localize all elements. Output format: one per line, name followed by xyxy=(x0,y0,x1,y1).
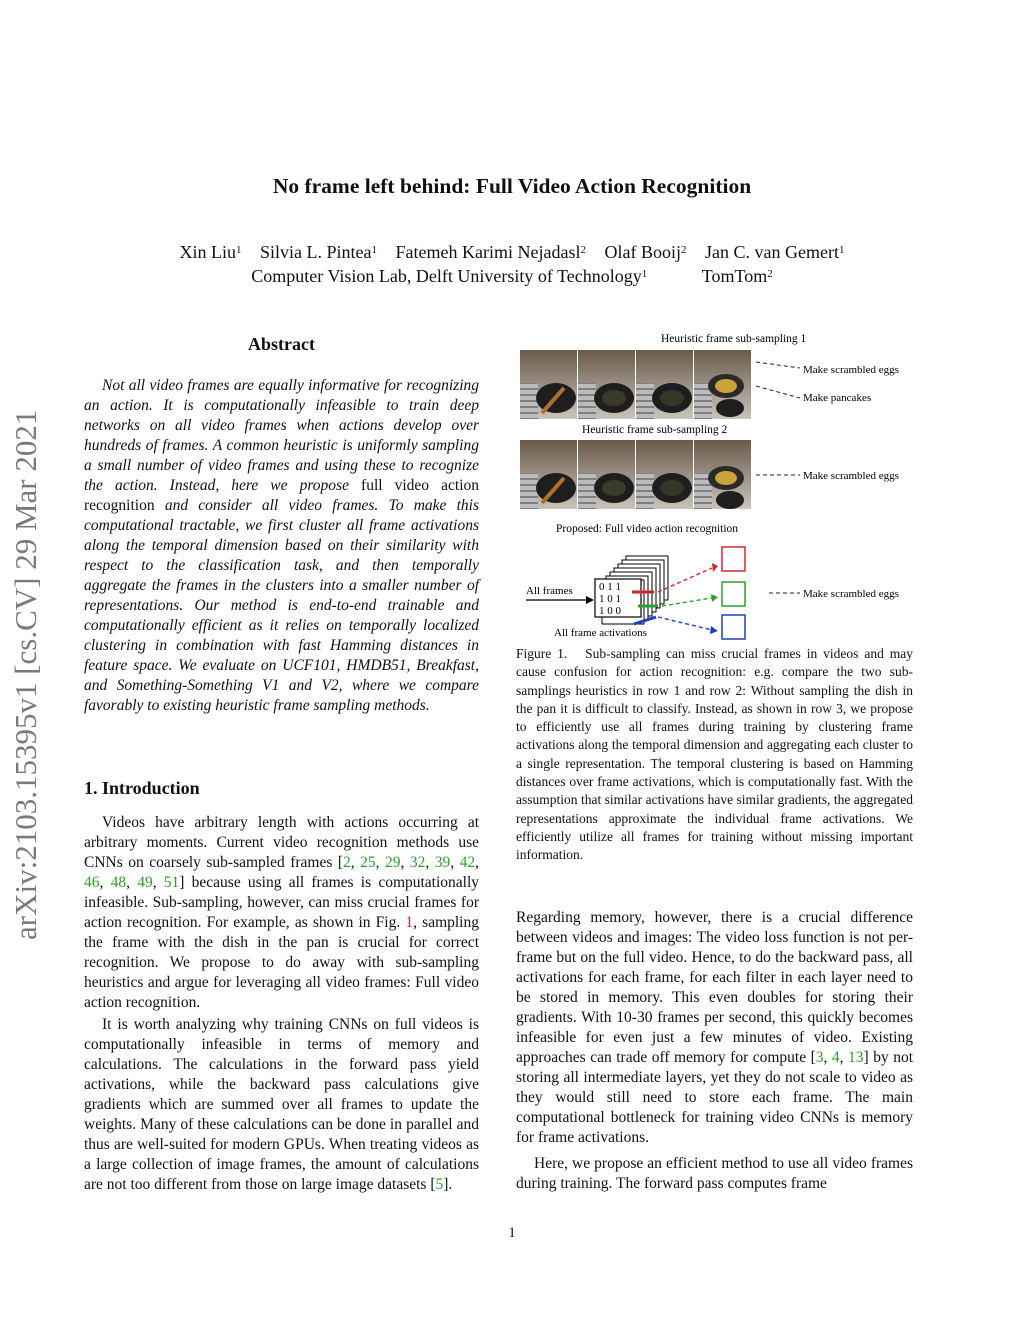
affiliation: Computer Vision Lab, Delft University of Technology$^1$ xyxy=(251,266,648,286)
citation-link[interactable]: 49 xyxy=(137,874,153,891)
citation-link[interactable]: 13 xyxy=(848,1049,864,1066)
cluster-box-red xyxy=(722,547,745,571)
video-frame xyxy=(636,440,693,509)
right-paragraph-1: Regarding memory, however, there is a crucial difference between videos and images: The video loss function is not per-frame but on the full video. Hence, to do the backward pass, all activations for each frame, for each filter in each layer need to be stored in memory. This even doubles for storing their gradients. With 10-30 frames per second, this quickly becomes infeasible for even just a few minutes of video. Existing approaches can trade off memory for compute [3, 4, 13] by not storing all intermediate layers, yet they do not scale to video as they would still need to store each frame. The main computational bottleneck for training video CNNs is memory for frame activations. xyxy=(516,909,914,1146)
citation-link[interactable]: 39 xyxy=(434,854,451,871)
citation-link[interactable]: 42 xyxy=(459,854,476,871)
intro-paragraph-1: Videos have arbitrary length with actions occurring at arbitrary moments. Current video recognition methods use CNNs on coarsely sub-sampled frames [2, 25, 29, 32, 39, 42, 46, 48, 49, 51] because using all frames is computationally infeasible. Sub-sampling, however, can miss crucial frames for action recognition. For example, as shown in Fig. 1, sampling the frame with the dish in the pan is crucial for correct recognition. We propose to do away with sub-sampling heuristics and argue for leveraging all video frames: Full video action recognition. xyxy=(84,814,480,1011)
cluster-box-green xyxy=(722,582,745,606)
matrix-row: 0 1 1 xyxy=(599,581,621,593)
abstract-body: Not all video frames are equally informative for recognizing an action. It is computationally infeasible to train deep networks on all video frames when actions develop over hundreds of frames. A common heuristic is uniformly sampling a small number of video frames and using these to recognize the action. Instead, here we propose full video action recognition and consider all video frames. To make this computational tractable, we first cluster all frame activations along the temporal dimension based on their similarity with respect to the classification task, and then temporally aggregate the frames in the clusters into a smaller number of representations. Our method is end-to-end trainable and computationally efficient as it relies on temporally localized clustering in combination with fast Hamming distances in feature space. We evaluate on UCF101, HMDB51, Breakfast, and Something-Something V1 and V2, where we compare favorably to existing heuristic frame sampling methods. xyxy=(84,377,480,714)
citation-link[interactable]: 32 xyxy=(409,854,426,871)
citation-link[interactable]: 51 xyxy=(163,874,180,891)
all-frame-activations-label: All frame activations xyxy=(554,627,647,639)
figure-caption xyxy=(516,645,913,865)
abstract-heading: Abstract xyxy=(248,334,315,354)
matrix-row: 1 0 0 xyxy=(599,605,621,617)
section-heading-introduction: 1. Introduction xyxy=(84,778,200,798)
author: Fatemeh Karimi Nejadasl$^2$ xyxy=(395,242,586,262)
citation-link[interactable]: 48 xyxy=(110,874,127,891)
cluster-box-blue xyxy=(722,615,745,639)
row1-frames xyxy=(520,350,751,419)
caption-label: Figure 1. xyxy=(516,646,568,661)
citation-link[interactable]: 29 xyxy=(385,854,401,871)
row2-frames xyxy=(520,440,751,509)
author-block xyxy=(0,240,1024,288)
author-list xyxy=(0,240,1024,264)
video-frame xyxy=(694,440,751,509)
all-frames-label: All frames xyxy=(526,585,573,597)
figure-1 xyxy=(516,328,914,643)
author: Olaf Booij$^2$ xyxy=(604,242,687,262)
video-frame xyxy=(636,350,693,419)
author: Jan C. van Gemert$^1$ xyxy=(704,242,845,262)
label-make-pancakes: Make pancakes xyxy=(803,392,872,404)
figure-ref-link[interactable]: 1 xyxy=(405,914,414,931)
label-make-scrambled-eggs-3: Make scrambled eggs xyxy=(803,588,899,600)
citation-link[interactable]: 2 xyxy=(343,854,351,871)
author: Silvia L. Pintea$^1$ xyxy=(260,242,378,262)
right-column-body xyxy=(516,908,913,1194)
citation-link[interactable]: 5 xyxy=(435,1176,444,1193)
citation-link[interactable]: 25 xyxy=(360,854,376,871)
citation-link[interactable]: 4 xyxy=(831,1049,840,1066)
row3-title: Proposed: Full video action recognition xyxy=(556,523,739,535)
affiliation: TomTom$^2$ xyxy=(701,266,773,286)
video-frame xyxy=(694,350,751,419)
page-number: 1 xyxy=(508,1225,516,1241)
intro-body xyxy=(84,813,479,1195)
caption-text: Sub-sampling can miss crucial frames in videos and may cause confusion for action recognition: e.g. compare the two sub-samplings heuristics in row 1 and row 2: Without sampling the dish in the pan it is difficult to classify. Instead, as shown in row 3, we propose to efficiently use all frames during training by clustering frame activations along the temporal dimension and aggregating each cluster to a single representation. The temporal clustering is based on Hamming distances over frame activations, which is computationally fast. With the assumption that similar activations have similar gradients, the aggregated representations approximate the individual frame activations. We efficiently utilize all frames for training without missing important information. xyxy=(516,646,913,863)
label-make-scrambled-eggs-1: Make scrambled eggs xyxy=(803,364,899,376)
author: Xin Liu$^1$ xyxy=(179,242,242,262)
citation-link[interactable]: 46 xyxy=(84,874,100,891)
citation-link[interactable]: 3 xyxy=(815,1049,824,1066)
row1-title: Heuristic frame sub-sampling 1 xyxy=(661,333,807,345)
matrix-row: 1 0 1 xyxy=(599,593,621,605)
arxiv-stamp: arXiv:2103.15395v1 [cs.CV] 29 Mar 2021 xyxy=(8,409,43,940)
video-frame xyxy=(520,440,577,509)
right-paragraph-2: Here, we propose an efficient method to use all video frames during training. The forward pass computes frame xyxy=(516,1155,913,1192)
paper-title: No frame left behind: Full Video Action Recognition xyxy=(272,174,752,198)
video-frame xyxy=(578,440,635,509)
intro-paragraph-2: It is worth analyzing why training CNNs on full videos is computationally infeasible in terms of memory and calculations. The calculations in the forward pass yield activations, while the backward pass calculations give gradients which are summed over all frames to update the weights. Many of these calculations can be done in parallel and thus are well-suited for modern GPUs. When treating videos as a large collection of image frames, the amount of calculations are not too different from those on large image datasets [5]. xyxy=(84,1016,479,1193)
row2-title: Heuristic frame sub-sampling 2 xyxy=(582,424,728,436)
affiliation-list xyxy=(0,264,1024,288)
video-frame xyxy=(520,350,577,419)
label-make-scrambled-eggs-2: Make scrambled eggs xyxy=(803,470,899,482)
video-frame xyxy=(578,350,635,419)
